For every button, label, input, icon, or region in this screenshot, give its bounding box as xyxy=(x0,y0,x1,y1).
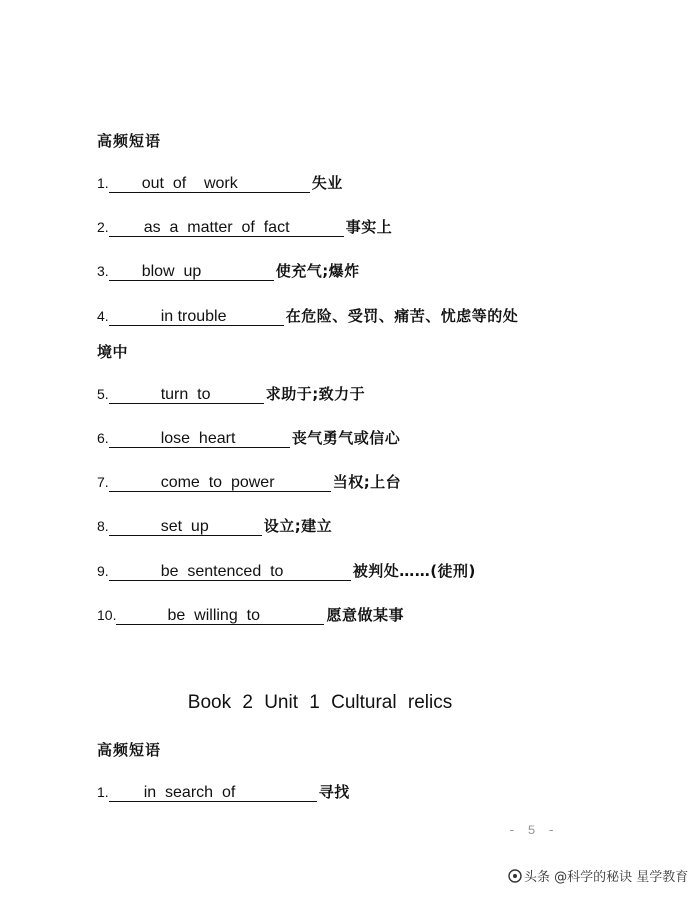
unit-title: Book 2 Unit 1 Cultural relics xyxy=(187,692,453,713)
phrase-blank: come to power xyxy=(109,474,331,492)
watermark-text: 头条 @科学的秘诀 星学教育 xyxy=(524,870,688,885)
list-item xyxy=(97,261,360,281)
list-item xyxy=(97,428,400,448)
phrase-blank: blow up xyxy=(109,263,274,281)
list-item xyxy=(97,605,404,625)
list-item xyxy=(97,561,476,581)
item-number: 4. xyxy=(97,308,109,324)
list-item xyxy=(97,472,401,492)
list-item xyxy=(97,306,518,326)
list-item xyxy=(97,384,365,404)
phrase-meaning: 当权;上台 xyxy=(332,473,402,491)
phrase-meaning: 求助于;致力于 xyxy=(265,385,366,403)
list-item xyxy=(97,173,343,193)
phrase-meaning: 愿意做某事 xyxy=(326,606,404,624)
phrase-meaning: 寻找 xyxy=(318,783,350,801)
phrase-blank: turn to xyxy=(109,386,264,404)
phrase-meaning-continued: 境中 xyxy=(97,343,129,361)
item-number: 1. xyxy=(97,784,109,800)
phrase-meaning: 设立;建立 xyxy=(263,517,333,535)
list-item xyxy=(97,217,392,237)
item-number: 10. xyxy=(97,607,117,623)
section-heading: 高频短语 xyxy=(97,132,162,150)
item-number: 3. xyxy=(97,263,109,279)
item-number: 7. xyxy=(97,474,109,490)
phrase-blank: be willing to xyxy=(116,607,324,625)
brand-logo-icon xyxy=(508,869,522,887)
phrase-blank: as a matter of fact xyxy=(109,219,344,237)
phrase-blank: out of work xyxy=(109,175,310,193)
item-number: 5. xyxy=(97,386,109,402)
phrase-meaning: 丧气勇气或信心 xyxy=(291,429,401,447)
phrase-meaning: 使充气;爆炸 xyxy=(275,262,360,280)
section-heading: 高频短语 xyxy=(97,741,162,759)
phrase-meaning: 失业 xyxy=(311,174,343,192)
phrase-blank: in search of xyxy=(109,784,317,802)
item-number: 8. xyxy=(97,518,109,534)
phrase-blank: lose heart xyxy=(109,430,290,448)
item-number: 1. xyxy=(97,175,109,191)
phrase-blank: set up xyxy=(109,518,262,536)
item-number: 6. xyxy=(97,430,109,446)
watermark xyxy=(508,866,688,887)
page-number: - 5 - xyxy=(508,823,558,838)
phrase-blank: in trouble xyxy=(109,308,284,326)
item-number: 9. xyxy=(97,563,109,579)
list-item xyxy=(97,782,350,802)
phrase-meaning: 被判处……(徒刑) xyxy=(352,562,476,580)
phrase-blank: be sentenced to xyxy=(109,563,351,581)
list-item xyxy=(97,516,332,536)
phrase-meaning: 事实上 xyxy=(345,218,393,236)
phrase-meaning: 在危险、受罚、痛苦、忧虑等的处 xyxy=(285,307,519,325)
item-number: 2. xyxy=(97,219,109,235)
